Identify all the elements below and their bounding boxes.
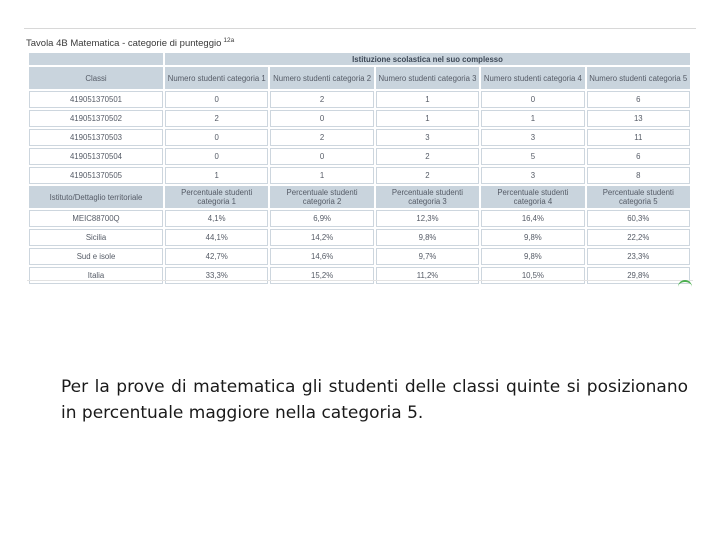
header-cell: Numero studenti categoria 4 bbox=[481, 67, 584, 89]
territory-cell: Sud e isole bbox=[29, 248, 163, 265]
percent-cell: 6,9% bbox=[270, 210, 373, 227]
count-cell: 2 bbox=[165, 110, 268, 127]
header-cell: Istituto/Dettaglio territoriale bbox=[29, 186, 163, 208]
banner-spacer bbox=[29, 53, 163, 65]
percent-cell: 11,2% bbox=[376, 267, 479, 284]
count-cell: 6 bbox=[587, 91, 690, 108]
percent-cell: 14,6% bbox=[270, 248, 373, 265]
percent-cell: 4,1% bbox=[165, 210, 268, 227]
header-row-classi bbox=[29, 67, 690, 89]
table-row bbox=[29, 229, 690, 246]
territory-cell: Italia bbox=[29, 267, 163, 284]
table-row bbox=[29, 129, 690, 146]
count-cell: 1 bbox=[165, 167, 268, 184]
count-cell: 5 bbox=[481, 148, 584, 165]
table-row bbox=[29, 110, 690, 127]
count-cell: 0 bbox=[270, 148, 373, 165]
count-cell: 8 bbox=[587, 167, 690, 184]
percent-cell: 33,3% bbox=[165, 267, 268, 284]
class-code-cell: 419051370501 bbox=[29, 91, 163, 108]
count-cell: 3 bbox=[481, 167, 584, 184]
count-cell: 13 bbox=[587, 110, 690, 127]
count-cell: 1 bbox=[376, 91, 479, 108]
header-cell: Percentuale studenti categoria 5 bbox=[587, 186, 690, 208]
header-cell: Numero studenti categoria 5 bbox=[587, 67, 690, 89]
percent-cell: 23,3% bbox=[587, 248, 690, 265]
percent-cell: 9,8% bbox=[481, 229, 584, 246]
table-row bbox=[29, 167, 690, 184]
count-cell: 0 bbox=[165, 91, 268, 108]
table-row bbox=[29, 148, 690, 165]
percent-cell: 14,2% bbox=[270, 229, 373, 246]
count-cell: 2 bbox=[376, 148, 479, 165]
count-cell: 0 bbox=[481, 91, 584, 108]
territory-cell: Sicilia bbox=[29, 229, 163, 246]
percent-cell: 9,8% bbox=[481, 248, 584, 265]
class-code-cell: 419051370504 bbox=[29, 148, 163, 165]
header-cell: Percentuale studenti categoria 3 bbox=[376, 186, 479, 208]
table-row bbox=[29, 210, 690, 227]
percent-cell: 15,2% bbox=[270, 267, 373, 284]
percent-cell: 9,8% bbox=[376, 229, 479, 246]
class-code-cell: 419051370503 bbox=[29, 129, 163, 146]
count-cell: 11 bbox=[587, 129, 690, 146]
percent-cell: 60,3% bbox=[587, 210, 690, 227]
count-cell: 1 bbox=[376, 110, 479, 127]
header-cell: Percentuale studenti categoria 1 bbox=[165, 186, 268, 208]
count-cell: 2 bbox=[270, 129, 373, 146]
class-code-cell: 419051370502 bbox=[29, 110, 163, 127]
count-cell: 1 bbox=[270, 167, 373, 184]
percent-cell: 12,3% bbox=[376, 210, 479, 227]
percent-cell: 44,1% bbox=[165, 229, 268, 246]
header-cell: Numero studenti categoria 1 bbox=[165, 67, 268, 89]
table-row bbox=[29, 267, 690, 284]
class-code-cell: 419051370505 bbox=[29, 167, 163, 184]
summary-caption: Per la prove di matematica gli studenti delle classi quinte si posizionano in percentuale maggiore nella categoria 5. bbox=[61, 377, 688, 423]
header-cell: Percentuale studenti categoria 4 bbox=[481, 186, 584, 208]
table-title bbox=[26, 37, 234, 49]
percent-cell: 16,4% bbox=[481, 210, 584, 227]
header-cell: Numero studenti categoria 3 bbox=[376, 67, 479, 89]
header-cell: Classi bbox=[29, 67, 163, 89]
table-title-sup: 12a bbox=[223, 37, 235, 44]
table-banner-row bbox=[29, 53, 690, 65]
count-cell: 2 bbox=[376, 167, 479, 184]
territory-cell: MEIC88700Q bbox=[29, 210, 163, 227]
table-title-text: Tavola 4B Matematica - categorie di punteggio bbox=[26, 38, 222, 49]
count-cell: 6 bbox=[587, 148, 690, 165]
count-cell: 2 bbox=[270, 91, 373, 108]
score-categories-table bbox=[27, 51, 692, 286]
count-cell: 3 bbox=[376, 129, 479, 146]
percent-cell: 29,8% bbox=[587, 267, 690, 284]
banner-label: Istituzione scolastica nel suo complesso bbox=[165, 53, 690, 65]
count-cell: 0 bbox=[165, 148, 268, 165]
count-cell: 0 bbox=[270, 110, 373, 127]
header-cell: Percentuale studenti categoria 2 bbox=[270, 186, 373, 208]
percent-cell: 22,2% bbox=[587, 229, 690, 246]
header-cell: Numero studenti categoria 2 bbox=[270, 67, 373, 89]
count-cell: 0 bbox=[165, 129, 268, 146]
corner-arc-icon bbox=[678, 280, 692, 287]
header-row-territorio bbox=[29, 186, 690, 208]
score-categories-panel bbox=[24, 28, 696, 287]
count-cell: 3 bbox=[481, 129, 584, 146]
percent-cell: 10,5% bbox=[481, 267, 584, 284]
percent-cell: 9,7% bbox=[376, 248, 479, 265]
table-row bbox=[29, 91, 690, 108]
panel-footer-divider bbox=[27, 280, 693, 281]
table-row bbox=[29, 248, 690, 265]
percent-cell: 42,7% bbox=[165, 248, 268, 265]
count-cell: 1 bbox=[481, 110, 584, 127]
